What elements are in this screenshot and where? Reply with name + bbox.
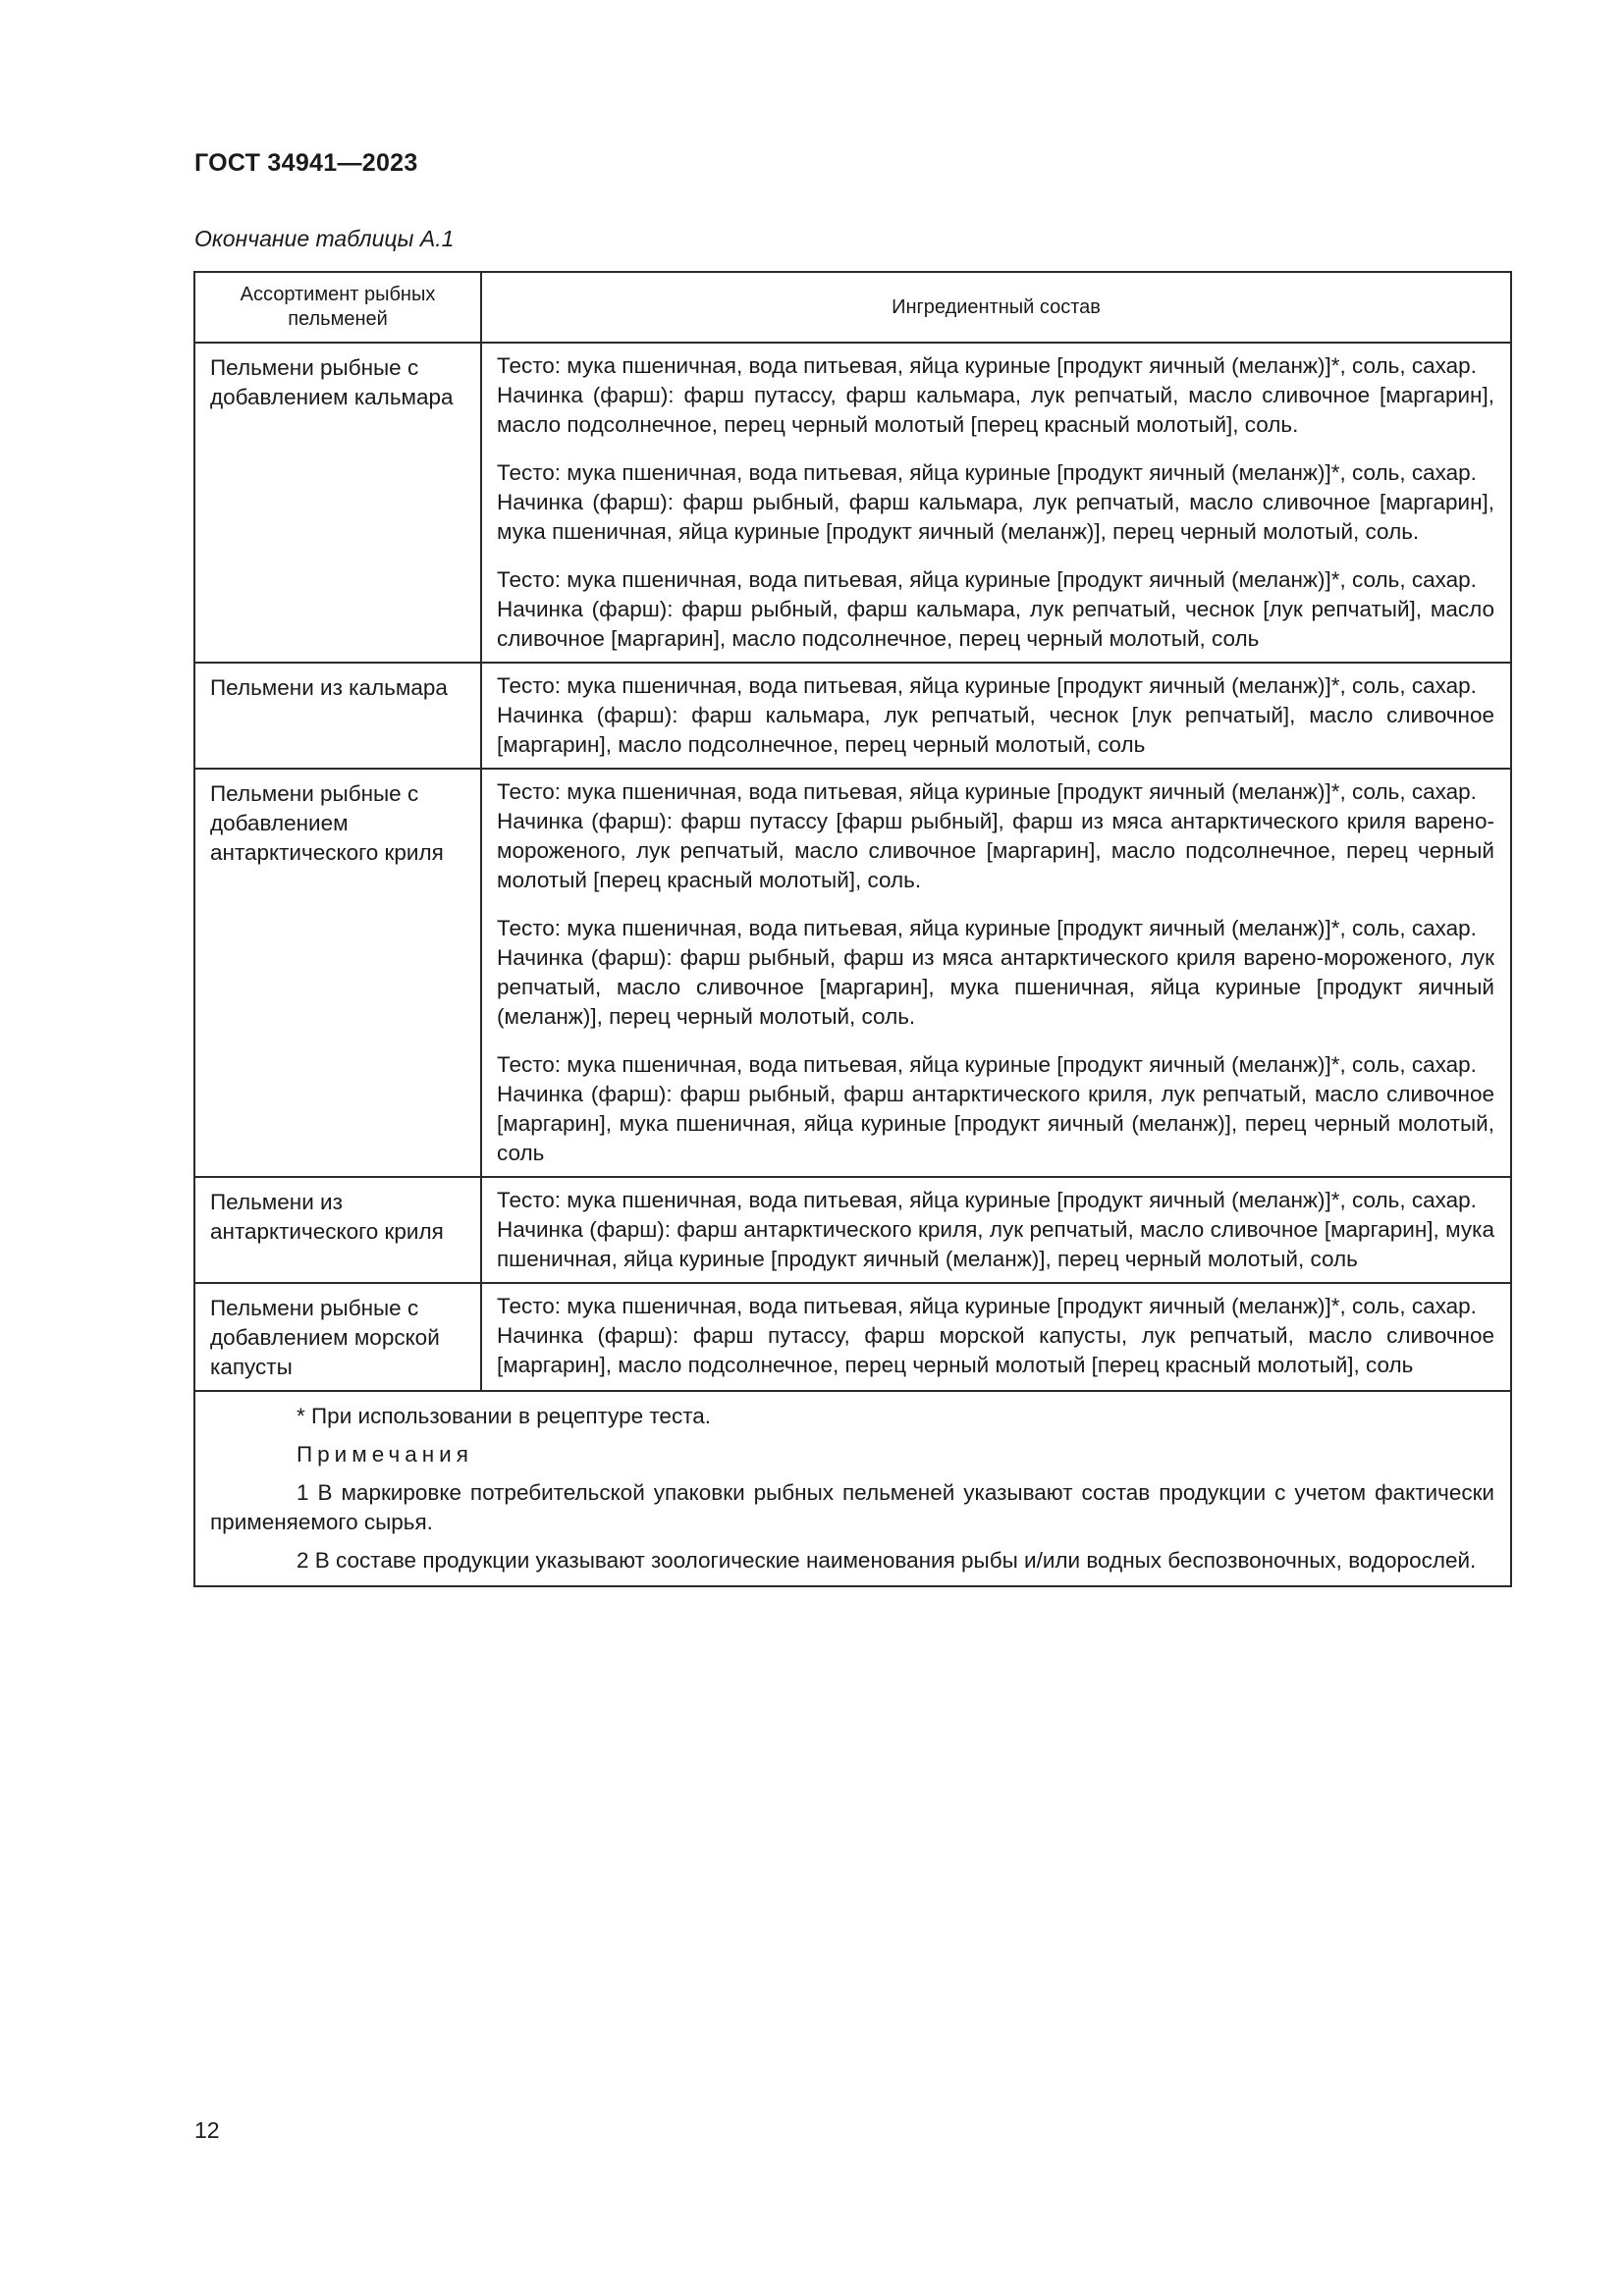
filling-text: Начинка (фарш): фарш рыбный, фарш из мяса антарктического криля варено-мороженого, лук репчатый, масло сливочное [маргарин], мука пшеничная, яйца куриные [продукт яичный (меланж)], перец черный молотый, соль. <box>497 945 1494 1029</box>
ingredients-cell <box>481 1177 1511 1283</box>
recipe-block <box>497 565 1494 654</box>
filling-text: Начинка (фарш): фарш рыбный, фарш кальмара, лук репчатый, масло сливочное [маргарин], мука пшеничная, яйца куриные [продукт яичный (меланж)], перец черный молотый, соль. <box>497 490 1494 544</box>
notes-heading: Примечания <box>297 1442 473 1467</box>
document-code: ГОСТ 34941—2023 <box>194 149 418 177</box>
recipe-block <box>497 914 1494 1032</box>
notes-row <box>194 1391 1511 1586</box>
note-2: 2 В составе продукции указывают зоологические наименования рыбы и/или водных беспозвоночных, водорослей. <box>297 1548 1477 1573</box>
recipe-block <box>497 671 1494 760</box>
dough-text: Тесто: мука пшеничная, вода питьевая, яйца куриные [продукт яичный (меланж)]*, соль, сахар. <box>497 916 1477 940</box>
recipe-block <box>497 458 1494 547</box>
assortment-cell: Пельмени из антарктического криля <box>194 1177 481 1283</box>
filling-text: Начинка (фарш): фарш рыбный, фарш кальмара, лук репчатый, чеснок [лук репчатый], масло сливочное [маргарин], масло подсолнечное, перец черный молотый, соль <box>497 597 1494 651</box>
dough-text: Тесто: мука пшеничная, вода питьевая, яйца куриные [продукт яичный (меланж)]*, соль, сахар. <box>497 673 1477 698</box>
assortment-cell: Пельмени рыбные с добавлением кальмара <box>194 343 481 663</box>
ingredients-cell <box>481 769 1511 1177</box>
table-caption: Окончание таблицы А.1 <box>194 226 455 251</box>
recipe-block <box>497 777 1494 895</box>
dough-text: Тесто: мука пшеничная, вода питьевая, яйца куриные [продукт яичный (меланж)]*, соль, сахар. <box>497 1188 1477 1212</box>
dough-text: Тесто: мука пшеничная, вода питьевая, яйца куриные [продукт яичный (меланж)]*, соль, сахар. <box>497 1052 1477 1077</box>
table-header-row <box>194 272 1511 343</box>
column-header-assortment: Ассортимент рыбных пельменей <box>194 272 481 343</box>
filling-text: Начинка (фарш): фарш путассу [фарш рыбный], фарш из мяса антарктического криля варено-мороженого, лук репчатый, масло сливочное [маргарин], масло подсолнечное, перец черный молотый [перец красный молотый], соль. <box>497 809 1494 892</box>
filling-text: Начинка (фарш): фарш рыбный, фарш антарктического криля, лук репчатый, масло сливочное [маргарин], мука пшеничная, яйца куриные [продукт яичный (меланж)], перец черный молотый, соль <box>497 1082 1494 1165</box>
filling-text: Начинка (фарш): фарш кальмара, лук репчатый, чеснок [лук репчатый], масло сливочное [маргарин], масло подсолнечное, перец черный молотый, соль <box>497 703 1494 757</box>
dough-text: Тесто: мука пшеничная, вода питьевая, яйца куриные [продукт яичный (меланж)]*, соль, сахар. <box>497 567 1477 592</box>
dough-text: Тесто: мука пшеничная, вода питьевая, яйца куриные [продукт яичный (меланж)]*, соль, сахар. <box>497 779 1477 804</box>
note-1: 1 В маркировке потребительской упаковки рыбных пельменей указывают состав продукции с учетом фактически применяемого сырья. <box>210 1480 1494 1534</box>
filling-text: Начинка (фарш): фарш путассу, фарш кальмара, лук репчатый, масло сливочное [маргарин], масло подсолнечное, перец черный молотый [перец красный молотый], соль. <box>497 383 1494 437</box>
dough-text: Тесто: мука пшеничная, вода питьевая, яйца куриные [продукт яичный (меланж)]*, соль, сахар. <box>497 353 1477 378</box>
table-row <box>194 769 1511 1177</box>
assortment-cell: Пельмени рыбные с добавлением морской капусты <box>194 1283 481 1391</box>
ingredients-cell <box>481 1283 1511 1391</box>
footnote: * При использовании в рецептуре теста. <box>297 1404 712 1428</box>
ingredients-cell <box>481 663 1511 769</box>
page-number: 12 <box>194 2117 220 2143</box>
dough-text: Тесто: мука пшеничная, вода питьевая, яйца куриные [продукт яичный (меланж)]*, соль, сахар. <box>497 460 1477 485</box>
table-row <box>194 343 1511 663</box>
recipe-block <box>497 1050 1494 1168</box>
table-row <box>194 1283 1511 1391</box>
filling-text: Начинка (фарш): фарш антарктического криля, лук репчатый, масло сливочное [маргарин], мука пшеничная, яйца куриные [продукт яичный (меланж)], перец черный молотый, соль <box>497 1217 1494 1271</box>
recipe-block <box>497 1292 1494 1380</box>
table-row <box>194 663 1511 769</box>
ingredients-table <box>193 271 1512 1587</box>
filling-text: Начинка (фарш): фарш путассу, фарш морской капусты, лук репчатый, масло сливочное [маргарин], масло подсолнечное, перец черный молотый [перец красный молотый], соль <box>497 1323 1494 1377</box>
table-row <box>194 1177 1511 1283</box>
dough-text: Тесто: мука пшеничная, вода питьевая, яйца куриные [продукт яичный (меланж)]*, соль, сахар. <box>497 1294 1477 1318</box>
assortment-cell: Пельмени рыбные с добавлением антарктического криля <box>194 769 481 1177</box>
recipe-block <box>497 1186 1494 1274</box>
recipe-block <box>497 351 1494 440</box>
assortment-cell: Пельмени из кальмара <box>194 663 481 769</box>
ingredients-cell <box>481 343 1511 663</box>
notes-cell <box>194 1391 1511 1586</box>
column-header-ingredients: Ингредиентный состав <box>481 272 1511 343</box>
